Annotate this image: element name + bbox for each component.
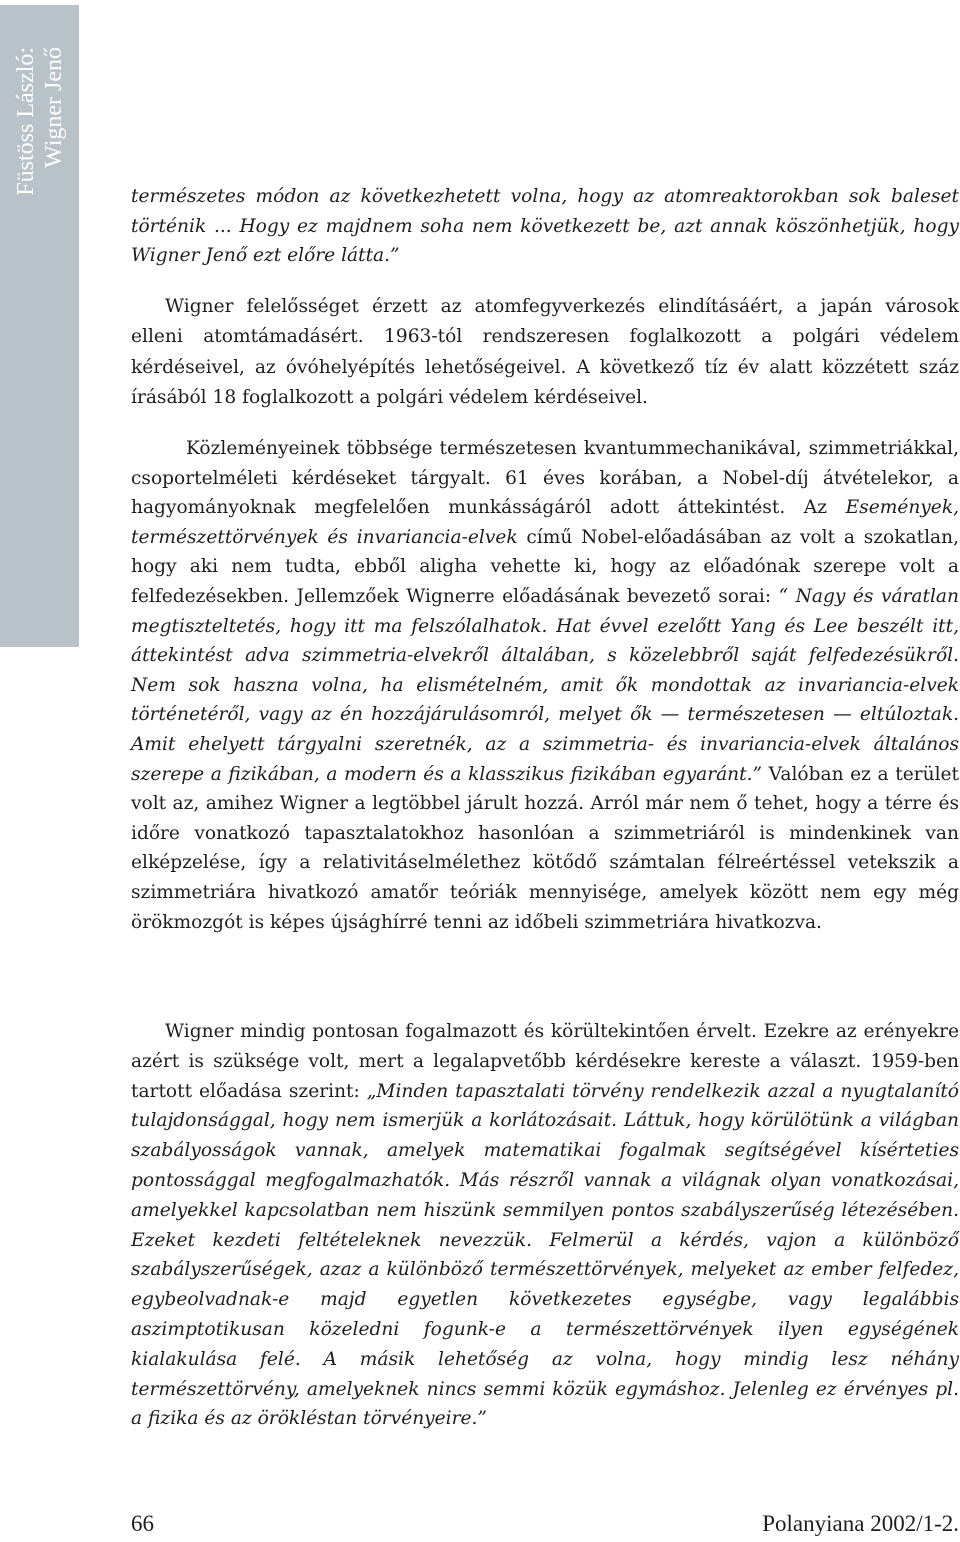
- quote-text: természetes módon az következhetett volna, hogy az atomreaktorokban sok baleset történik ... Hogy ez majdnem soha nem következett be, azt annak köszönhetjük, hogy Wigner Jenő ezt előre látta.”: [131, 186, 959, 266]
- page-footer: [131, 1509, 959, 1539]
- journal-reference: Polanyiana 2002/1-2.: [762, 1511, 959, 1536]
- paragraph-civil-defense: Wigner felelősséget érzett az atomfegyverkezés elindításáért, a japán városok elleni atomtámadásért. 1963-tól rendszeresen foglalkozott a polgári védelem kérdéseivel, az óvóhelyépítés lehetőségeivel. A következő tíz év alatt közzétett száz írásából 18 foglalkozott a polgári védelem kérdéseivel.: [131, 296, 959, 408]
- text-run: Valóban ez a terület volt az, amihez Wigner a legtöbbel járult hozzá. Arról már nem ő tehet, hogy a térre és időre vonatkozó tapasztalatokhoz hasonlóan a szimmetriáról is mindenkinek van elképzelése, így a relativitáselmélethez kötődő számtalan félreértéssel vetekszik a szimmetriára hivatkozó amatőr teóriák mennyisége, amelyek között nem egy még örökmozgót is képes újsághírré tenni az időbeli szimmetriára hivatkozva.: [131, 763, 959, 933]
- sidebar-band: [0, 5, 79, 647]
- sidebar-title: [0, 5, 79, 647]
- paragraph-quote-ending: [131, 182, 959, 271]
- sidebar-subject: Wigner Jenő: [40, 47, 67, 168]
- paragraph-nobel-lecture: [131, 434, 959, 937]
- lecture-quote-1959: „Minden tapasztalati törvény rendelkezik azzal a nyugtalanító tulajdonsággal, hogy nem ismerjük a korlátozásait. Láttuk, hogy körülötünk a világban szabályosságok vannak, amelyek matematikai fogalmak segítségével kísérteties pontossággal megfogalmazhatók. Más részről vannak a világnak olyan vonatkozásai, amelyekkel kapcsolatban nem hiszünk semmilyen pontos szabályszerűség létezésében. Ezeket kezdeti feltételeknek nevezzük. Felmerül a kérdés, vajon a különböző szabályszerűségek, azaz a különböző természettörvények, melyeket az ember felfedez, egybeolvadnak-e majd egyetlen következetes egységbe, vagy legalábbis aszimptotikusan közeledni fogunk-e a természettörvények ilyen egységének kialakulása felé. A másik lehetőség az volna, hogy mindig lesz néhány természettörvény, amelyeknek nincs semmi közük egymáshoz. Jelenleg ez érvényes pl. a fizika és az örökléstan törvényeire.”: [131, 1080, 959, 1430]
- lecture-quote: “ Nagy és váratlan megtiszteltetés, hogy itt ma felszólalhatok. Hat évvel ezelőtt Yang és Lee beszélt itt, áttekintést adva szimmetria-elvekről általában, s közelebbről saját felfedezésükről. Nem sok haszna volna, ha elismételném, amit ők mondottak az invariancia-elvek történetéről, vagy az én hozzájárulásomról, melyet ők — természetesen — eltúloztak. Amit ehelyett tárgyalni szeretnék, az a szimmetria- és invariancia-elvek általános szerepe a fizikában, a modern és a klasszikus fizikában egyaránt.”: [131, 585, 959, 785]
- paragraph-laws-of-nature: [131, 1017, 959, 1434]
- text-run: című Nobel-előadásában az volt a szokatlan, hogy aki nem tudta, ebből aligha vehette ki, hogy az előadónak szerepe volt a felfedezésekben. Jellemzőek Wignerre előadásának bevezető sorai:: [131, 526, 959, 607]
- lecture-title: Események, természettörvények és invariancia-elvek: [131, 497, 959, 548]
- text-run: Közleményeinek többsége természetesen kvantummechanikával, szimmetriákkal, csoportelméleti kérdéseket tárgyalt. 61 éves korában, a Nobel-díj átvételekor, a hagyományoknak megfelelően munkásságáról adott áttekintést. Az: [131, 438, 959, 519]
- sidebar-author: Füstöss László:: [12, 47, 39, 196]
- page-number: 66: [131, 1511, 154, 1536]
- text-run: Wigner mindig pontosan fogalmazott és körültekintően érvelt. Ezekre az erényekre azért is szüksége volt, mert a legalapvetőbb kérdésekre kereste a választ. 1959-ben tartott előadása szerint:: [131, 1021, 959, 1102]
